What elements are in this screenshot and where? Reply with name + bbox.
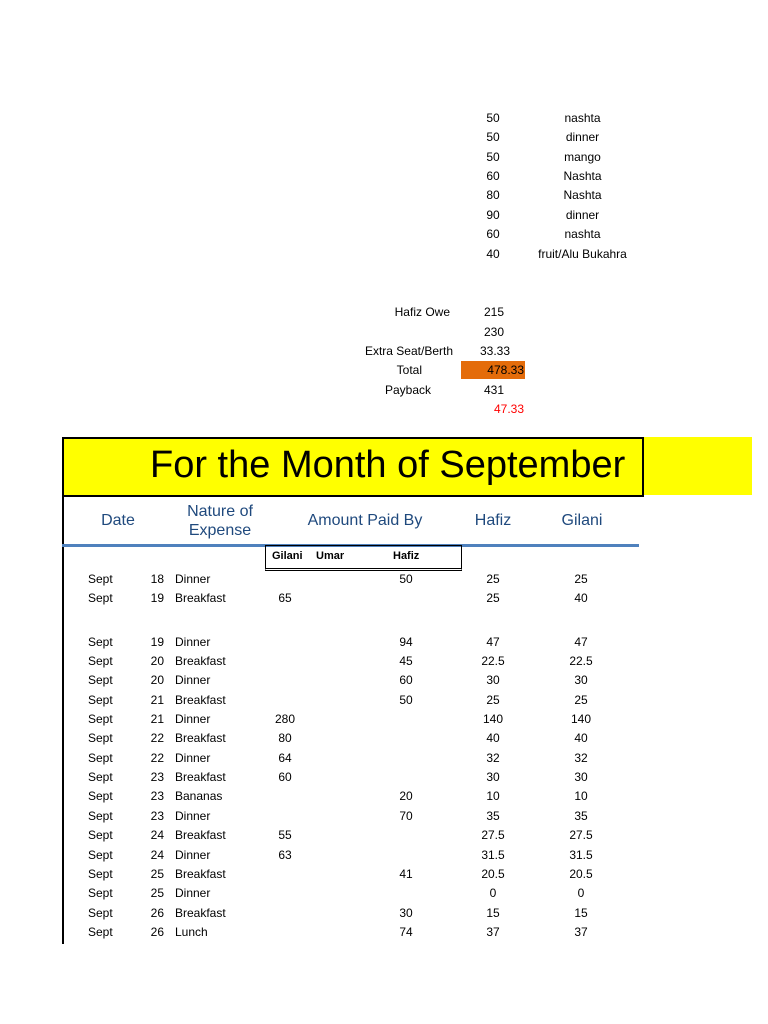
table-row xyxy=(0,925,768,941)
top-list-item xyxy=(440,208,660,222)
table-row xyxy=(0,789,768,805)
row-gilani-share: 37 xyxy=(574,925,588,939)
row-hafiz-share: 47 xyxy=(486,635,500,649)
row-item: Breakfast xyxy=(175,867,226,881)
row-gilani-share: 40 xyxy=(574,731,588,745)
row-month: Sept xyxy=(88,828,113,842)
row-gilani-share: 47 xyxy=(574,635,588,649)
row-item: Dinner xyxy=(175,673,211,687)
row-day: 23 xyxy=(150,789,164,803)
row-hafiz-paid: 30 xyxy=(399,906,413,920)
top-list-description: dinner xyxy=(565,208,600,222)
table-row xyxy=(0,751,768,767)
summary-row-hafiz-owe xyxy=(340,305,540,319)
row-month: Sept xyxy=(88,925,113,939)
row-gilani-share: 40 xyxy=(574,591,588,605)
row-item: Dinner xyxy=(175,751,211,765)
row-day: 23 xyxy=(150,809,164,823)
subheader-gilani: Gilani xyxy=(272,550,303,562)
row-gilani-share: 31.5 xyxy=(569,848,593,862)
header-gilani: Gilani xyxy=(561,512,603,529)
subheader-umar: Umar xyxy=(316,550,345,562)
header-hafiz: Hafiz xyxy=(474,512,512,529)
row-gilani-share: 32 xyxy=(574,751,588,765)
row-hafiz-share: 0 xyxy=(489,886,497,900)
row-hafiz-share: 27.5 xyxy=(481,828,505,842)
top-list-amount: 60 xyxy=(486,169,500,183)
table-row xyxy=(0,886,768,902)
row-day: 19 xyxy=(150,635,164,649)
summary-row-payback xyxy=(340,383,540,397)
header-date: Date xyxy=(101,512,135,529)
row-gilani-share: 22.5 xyxy=(569,654,593,668)
row-item: Breakfast xyxy=(175,828,226,842)
row-gilani-share: 35 xyxy=(574,809,588,823)
row-hafiz-share: 25 xyxy=(486,591,500,605)
row-day: 26 xyxy=(150,925,164,939)
row-day: 24 xyxy=(150,848,164,862)
table-row xyxy=(0,635,768,651)
row-day: 21 xyxy=(150,712,164,726)
row-hafiz-paid: 60 xyxy=(399,673,413,687)
row-hafiz-share: 140 xyxy=(482,712,504,726)
top-list-description: mango xyxy=(564,150,601,164)
row-day: 26 xyxy=(150,906,164,920)
top-list-amount: 40 xyxy=(486,247,500,261)
row-gilani-paid: 60 xyxy=(278,770,292,784)
row-item: Dinner xyxy=(175,635,211,649)
row-month: Sept xyxy=(88,591,113,605)
header-amount-paid-by: Amount Paid By xyxy=(307,512,423,529)
row-hafiz-share: 15 xyxy=(486,906,500,920)
top-list-amount: 50 xyxy=(486,150,500,164)
row-hafiz-paid: 20 xyxy=(399,789,413,803)
top-list-item xyxy=(440,247,660,261)
row-hafiz-share: 37 xyxy=(486,925,500,939)
row-month: Sept xyxy=(88,809,113,823)
row-gilani-paid: 80 xyxy=(278,731,292,745)
row-item: Breakfast xyxy=(175,906,226,920)
row-item: Dinner xyxy=(175,712,211,726)
top-list-amount: 50 xyxy=(486,130,500,144)
row-hafiz-paid: 45 xyxy=(399,654,413,668)
top-list-amount: 60 xyxy=(486,227,500,241)
table-row xyxy=(0,809,768,825)
row-hafiz-share: 25 xyxy=(486,572,500,586)
top-list-item xyxy=(440,130,660,144)
row-month: Sept xyxy=(88,635,113,649)
row-month: Sept xyxy=(88,770,113,784)
summary-row-extra-seat xyxy=(340,344,540,358)
row-day: 23 xyxy=(150,770,164,784)
row-month: Sept xyxy=(88,712,113,726)
row-item: Breakfast xyxy=(175,654,226,668)
row-day: 20 xyxy=(150,673,164,687)
header-nature-line2: Expense xyxy=(188,522,252,539)
row-gilani-paid: 65 xyxy=(278,591,292,605)
table-row xyxy=(0,654,768,670)
row-item: Breakfast xyxy=(175,731,226,745)
table-row xyxy=(0,770,768,786)
summary-row-second xyxy=(340,325,540,339)
row-gilani-paid: 280 xyxy=(274,712,296,726)
row-month: Sept xyxy=(88,673,113,687)
row-gilani-paid: 64 xyxy=(278,751,292,765)
top-list-description: nashta xyxy=(564,111,601,125)
row-item: Breakfast xyxy=(175,770,226,784)
top-list-description: dinner xyxy=(565,130,600,144)
row-gilani-share: 25 xyxy=(574,572,588,586)
row-item: Lunch xyxy=(175,925,208,939)
top-list-item xyxy=(440,150,660,164)
row-month: Sept xyxy=(88,906,113,920)
extra-seat-label: Extra Seat/Berth xyxy=(364,344,453,358)
row-month: Sept xyxy=(88,751,113,765)
row-gilani-share: 30 xyxy=(574,673,588,687)
row-month: Sept xyxy=(88,731,113,745)
row-item: Breakfast xyxy=(175,591,226,605)
row-gilani-share: 10 xyxy=(574,789,588,803)
row-gilani-paid: 63 xyxy=(278,848,292,862)
row-hafiz-share: 20.5 xyxy=(481,867,505,881)
row-hafiz-paid: 94 xyxy=(399,635,413,649)
row-hafiz-share: 40 xyxy=(486,731,500,745)
summary-row-difference xyxy=(340,402,540,416)
row-hafiz-share: 25 xyxy=(486,693,500,707)
row-day: 25 xyxy=(150,867,164,881)
row-gilani-paid: 55 xyxy=(278,828,292,842)
banner-title: For the Month of September xyxy=(150,444,626,486)
row-hafiz-share: 30 xyxy=(486,673,500,687)
table-row xyxy=(0,848,768,864)
row-month: Sept xyxy=(88,886,113,900)
table-row xyxy=(0,828,768,844)
table-row xyxy=(0,731,768,747)
row-hafiz-share: 30 xyxy=(486,770,500,784)
row-day: 25 xyxy=(150,886,164,900)
row-gilani-share: 20.5 xyxy=(569,867,593,881)
table-row xyxy=(0,673,768,689)
row-item: Bananas xyxy=(175,789,223,803)
row-item: Dinner xyxy=(175,572,211,586)
row-day: 22 xyxy=(150,751,164,765)
total-value: 478.33 xyxy=(487,363,524,377)
row-day: 22 xyxy=(150,731,164,745)
hafiz-owe-label: Hafiz Owe xyxy=(394,305,450,319)
row-month: Sept xyxy=(88,848,113,862)
row-day: 21 xyxy=(150,693,164,707)
top-list-description: Nashta xyxy=(563,169,602,183)
row-gilani-share: 25 xyxy=(574,693,588,707)
row-hafiz-share: 35 xyxy=(486,809,500,823)
row-hafiz-paid: 74 xyxy=(399,925,413,939)
top-list-item xyxy=(440,111,660,125)
top-list-description: nashta xyxy=(564,227,601,241)
table-row xyxy=(0,867,768,883)
top-list-amount: 90 xyxy=(486,208,500,222)
table-row xyxy=(0,906,768,922)
row-gilani-share: 30 xyxy=(574,770,588,784)
row-month: Sept xyxy=(88,693,113,707)
row-day: 24 xyxy=(150,828,164,842)
row-item: Breakfast xyxy=(175,693,226,707)
row-gilani-share: 15 xyxy=(574,906,588,920)
extra-seat-value: 33.33 xyxy=(479,344,510,358)
second-value: 230 xyxy=(483,325,504,339)
difference-value: 47.33 xyxy=(493,402,524,416)
row-gilani-share: 27.5 xyxy=(569,828,593,842)
row-hafiz-share: 31.5 xyxy=(481,848,505,862)
payback-value: 431 xyxy=(483,383,504,397)
header-nature-line1: Nature of xyxy=(187,503,253,520)
row-hafiz-paid: 50 xyxy=(399,572,413,586)
top-list-description: Nashta xyxy=(563,188,602,202)
table-row xyxy=(0,693,768,709)
row-month: Sept xyxy=(88,654,113,668)
top-list-item xyxy=(440,169,660,183)
table-row xyxy=(0,591,768,607)
row-hafiz-paid: 70 xyxy=(399,809,413,823)
row-day: 19 xyxy=(150,591,164,605)
banner xyxy=(64,438,641,494)
row-item: Dinner xyxy=(175,886,211,900)
top-list-amount: 80 xyxy=(486,188,500,202)
row-hafiz-share: 22.5 xyxy=(481,654,505,668)
top-list-description: fruit/Alu Bukahra xyxy=(538,247,627,261)
top-list-item xyxy=(440,188,660,202)
row-month: Sept xyxy=(88,867,113,881)
total-label: Total xyxy=(396,363,422,377)
row-hafiz-paid: 50 xyxy=(399,693,413,707)
subheader-hafiz: Hafiz xyxy=(393,550,420,562)
row-hafiz-paid: 41 xyxy=(399,867,413,881)
top-list-amount: 50 xyxy=(486,111,500,125)
table-row xyxy=(0,712,768,728)
row-item: Dinner xyxy=(175,809,211,823)
row-item: Dinner xyxy=(175,848,211,862)
summary-row-total xyxy=(340,363,540,377)
row-hafiz-share: 10 xyxy=(486,789,500,803)
row-gilani-share: 0 xyxy=(577,886,585,900)
row-month: Sept xyxy=(88,789,113,803)
row-month: Sept xyxy=(88,572,113,586)
hafiz-owe-value: 215 xyxy=(483,305,504,319)
row-day: 20 xyxy=(150,654,164,668)
table-row xyxy=(0,572,768,588)
row-gilani-share: 140 xyxy=(570,712,592,726)
row-hafiz-share: 32 xyxy=(486,751,500,765)
row-day: 18 xyxy=(150,572,164,586)
payback-label: Payback xyxy=(384,383,431,397)
top-list-item xyxy=(440,227,660,241)
